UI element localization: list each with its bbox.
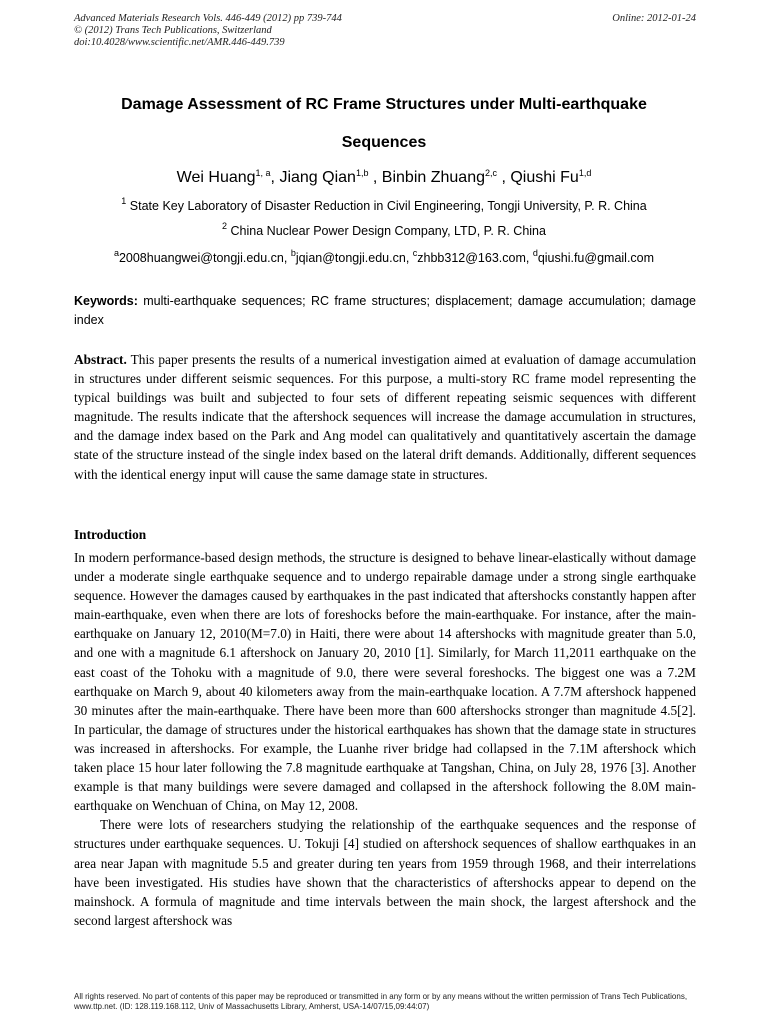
copyright-footer: All rights reserved. No part of contents of this paper may be reproduced or transmitted in any form or by any means without the written permission of Trans Tech Publications, www.ttp.net. (ID: 128.119.168.112, Univ of Massachusetts Library, Amherst, USA-14/07/15,09:44:07) <box>74 992 688 1011</box>
email-text: qiushi.fu@gmail.com <box>537 251 655 265</box>
abstract-text: This paper presents the results of a numerical investigation aimed at evaluation of damage accumulation in structures under different seismic sequences. For this purpose, a multi-story RC frame model representing the typical buildings was built and subjected to four sets of different repeating seismic sequences with different magnitude. The results indicate that the aftershock sequences will increase the damage accumulation in structures, and the damage index based on the Park and Ang model can qualitatively and quantitatively ascertain the damage state of the structure instead of the single index based on the lateral drift demands. Additionally, different sequences with the identical energy input will cause the same damage state in structures. <box>74 352 696 482</box>
introduction-body <box>74 548 696 930</box>
author-sup: 1,b <box>355 168 369 178</box>
paragraph: In modern performance-based design methods, the structure is designed to behave linear-elastically without damage under a moderate single earthquake sequence and to undergo repairable damage under a strong single earthquake sequence. However the damages caused by earthquakes in the past indicated that aftershocks constantly happen after main-earthquake, even when there are lots of foreshocks before the main-earthquake. For instance, after the main-earthquake on January 12, 2010(M=7.0) in Haiti, there were about 14 aftershocks with magnitude greater than 5.0, and one with a magnitude 6.1 aftershock on January 20, 2010 [1]. Similarly, for March 11,2011 earthquake on the east coast of the Tohoku with a magnitude of 9.0, there were several foreshocks. The biggest one was a 7.2M earthquake on March 9, about 40 kilometers away from the main-earthquake location. A 7.7M aftershock happened 30 minutes after the main-earthquake. There have been more than 600 aftershocks stronger than magnitude 4.5[2]. In particular, the damage of structures under the historical earthquakes has shown that the damage state in structures was increased in aftershocks. For example, the Luanhe river bridge had collapsed in the 7.1M aftershock which taken place 15 hour later following the 7.8 magnitude earthquake at Tangshan, China, on July 28, 1976 [3]. Another example is that many buildings were severe damaged and collapsed in the aftershock following the 8.0M main-earthquake on Wenchuan of China, on May 12, 2008. <box>74 550 696 814</box>
email-sup: c <box>412 248 418 258</box>
email-sup: d <box>532 248 538 258</box>
keywords-text: multi-earthquake sequences; RC frame structures; displacement; damage accumulation; damage index <box>74 294 696 327</box>
paper-title-line-1: Damage Assessment of RC Frame Structures under Multi-earthquake <box>121 96 647 113</box>
affiliation-text: State Key Laboratory of Disaster Reduction in Civil Engineering, Tongji University, P. R. China <box>129 199 647 213</box>
online-date: Online: 2012-01-24 <box>612 13 696 24</box>
email-sup: b <box>290 248 296 258</box>
paragraph: There were lots of researchers studying the relationship of the earthquake sequences and the response of structures under earthquake sequences. U. Tokuji [4] studied on aftershock sequences of shallow earthquakes in an area near Japan with magnitude 5.5 and greater during ten years from 1959 through 1968, and their interrelations have been investigated. His studies have shown that the characteristics of aftershocks appear to depend on the mainshock. A formula of magnitude and time intervals between the main shock, the largest aftershock and the second largest aftershock was <box>74 817 696 928</box>
email-text: jqian@tongji.edu.cn, <box>295 251 413 265</box>
copyright-line: © (2012) Trans Tech Publications, Switzerland <box>74 25 272 36</box>
author-name: Wei Huang <box>176 169 256 186</box>
keywords-label: Keywords: <box>74 294 138 308</box>
author-sup: 1, a <box>255 168 271 178</box>
keywords-block <box>74 292 696 330</box>
email-text: 2008huangwei@tongji.edu.cn, <box>118 251 291 265</box>
author-name: Qiushi Fu <box>510 169 579 186</box>
affiliation-sup: 1 <box>121 196 127 206</box>
journal-header <box>74 13 696 49</box>
affiliation-sup: 2 <box>222 221 228 231</box>
paper-title-line-2: Sequences <box>341 134 427 151</box>
abstract-block <box>74 350 696 484</box>
email-text: zhbb312@163.com, <box>417 251 533 265</box>
author-sup: 2,c <box>484 168 497 178</box>
journal-citation: Advanced Materials Research Vols. 446-449 (2012) pp 739-744 <box>74 13 342 24</box>
abstract-label: Abstract. <box>74 352 127 367</box>
affiliation-text: China Nuclear Power Design Company, LTD, P. R. China <box>230 224 546 238</box>
affiliation-2 <box>60 223 708 239</box>
author-name: Binbin Zhuang <box>381 169 485 186</box>
author-sup: 1,d <box>578 168 592 178</box>
section-heading-introduction: Introduction <box>74 527 147 542</box>
author-name: Jiang Qian <box>279 169 356 186</box>
author-list: Wei Huang$^{1, a}$, Jiang Qian$^{1,b}$ , Binbin Zhuang$^{2,c}$ , Qiushi Fu$^{1,d}$ <box>176 168 592 186</box>
email-list <box>60 250 708 266</box>
email-sup: a <box>113 248 119 258</box>
doi-line: doi:10.4028/www.scientific.net/AMR.446-449.739 <box>74 37 285 48</box>
affiliation-1 <box>60 198 708 214</box>
